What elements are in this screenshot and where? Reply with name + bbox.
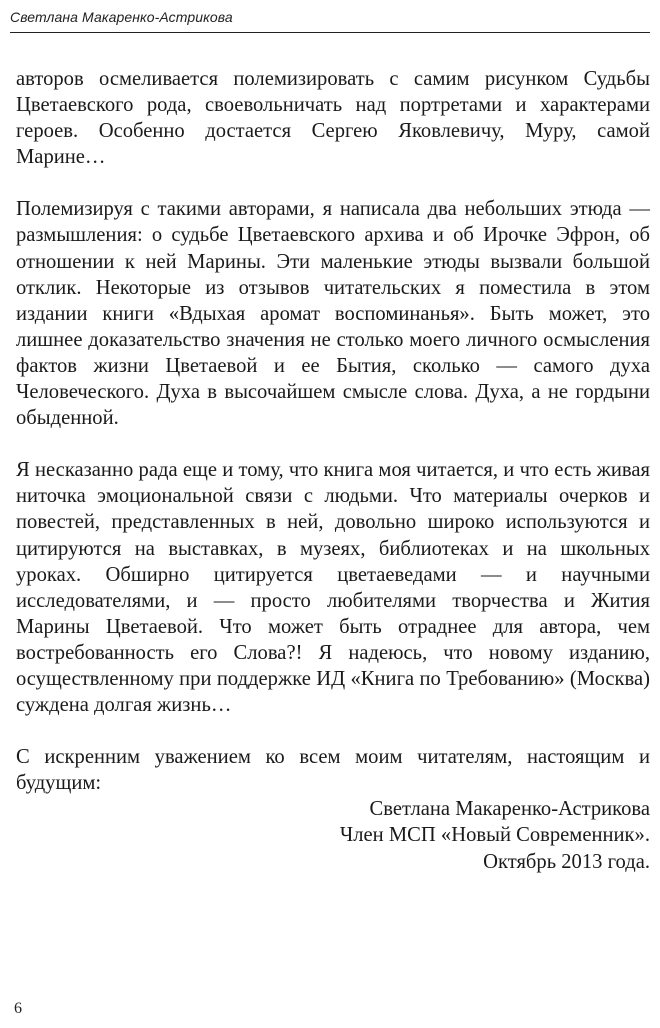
paragraph-3: Я несказанно рада еще и тому, что книга моя читается, и что есть живая ниточка эмоциональной связи с людьми. Что материалы очерков и повестей, представленных в ней, довольно широко используются и цитируются на выставках, в музеях, библиотеках и на школьных уроках. Обширно цитируется цветаеведами — и научными исследователями, и — просто любителями творчества и Жития Марины Цветаевой. Что может быть отраднее для автора, чем востребованность его Слова?! Я надеюсь, что новому изданию, осуществленному при поддержке ИД «Книга по Требованию» (Москва) суждена долгая жизнь… <box>16 459 650 717</box>
paragraph-1: авторов осмеливается полемизировать с самим рисунком Судьбы Цветаевского рода, своевольничать над портретами и характерами героев. Особенно достается Сергею Яковлевичу, Муру, самой Марине… <box>16 68 650 169</box>
header-divider <box>10 32 650 33</box>
page-body <box>16 66 650 875</box>
page-number: 6 <box>14 1000 22 1017</box>
running-head-title: Светлана Макаренко-Астрикова <box>10 9 233 25</box>
signature-name: Светлана Макаренко-Астрикова <box>369 798 650 821</box>
signature-membership: Член МСП «Новый Современник». <box>339 824 650 847</box>
paragraph-2: Полемизируя с такими авторами, я написала два небольших этюда — размышления: о судьбе Цветаевского архива и об Ирочке Эфрон, об отношении к ней Марины. Эти маленькие этюды вызвали большой отклик. Некоторые из отзывов читательских я поместила в этом издании книги «Вдыхая аромат воспоминанья». Быть может, это лишнее доказательство значения не столько моего личного осмысления фактов жизни Цветаевой и ее Бытия, сколько — самого духа Человеческого. Духа в высочайшем смысле слова. Духа, а не гордыни обыденной. <box>16 198 650 430</box>
paragraph-4: С искренним уважением ко всем моим читателям, настоящим и будущим: <box>16 746 650 795</box>
signature-date: Октябрь 2013 года. <box>483 850 650 873</box>
signature-block <box>16 796 650 874</box>
